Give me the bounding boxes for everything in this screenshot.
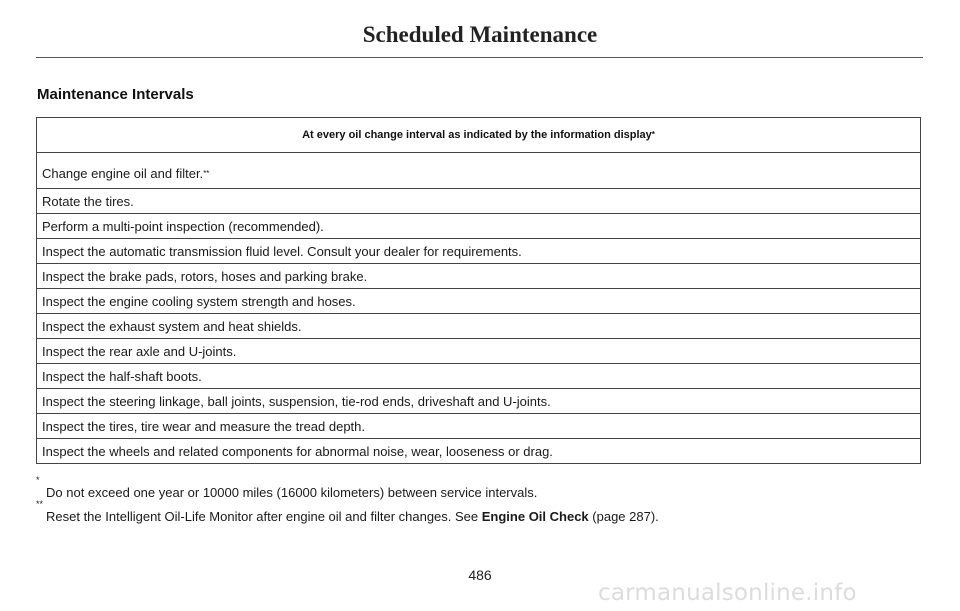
table-row — [37, 239, 920, 264]
table-row — [37, 339, 920, 364]
table-header: At every oil change interval as indicated by the information display * — [37, 118, 920, 153]
title-divider — [36, 57, 923, 58]
table-row-text: Perform a multi-point inspection (recommended). — [42, 218, 324, 234]
table-row-text: Inspect the brake pads, rotors, hoses and parking brake. — [42, 268, 368, 284]
footnote-mark: ** — [36, 499, 44, 509]
table-header-text: At every oil change interval as indicated by the information display — [302, 129, 652, 141]
table-row — [37, 289, 920, 314]
footnote — [36, 475, 926, 505]
page-number: 486 — [468, 567, 492, 583]
table-row-text: Inspect the wheels and related components for abnormal noise, wear, looseness or drag. — [42, 443, 553, 459]
table-row-text: Inspect the exhaust system and heat shields. — [42, 318, 302, 334]
table-row — [37, 189, 920, 214]
table-row-text: Change engine oil and filter. — [42, 166, 204, 181]
footnote-page-ref: (page 287). — [588, 509, 659, 524]
engine-oil-check-reference[interactable]: Engine Oil Check — [481, 509, 589, 524]
table-row — [37, 264, 920, 289]
table-row — [37, 414, 920, 439]
table-row-text: Inspect the engine cooling system strength and hoses. — [42, 293, 356, 309]
table-row-text: Inspect the tires, tire wear and measure the tread depth. — [42, 418, 366, 434]
table-row — [37, 314, 920, 339]
table-row — [37, 439, 920, 464]
maintenance-table — [36, 117, 921, 464]
table-row — [37, 214, 920, 239]
table-row-text: Inspect the rear axle and U-joints. — [42, 343, 237, 359]
table-row — [37, 389, 920, 414]
table-row: Change engine oil and filter. ** — [37, 153, 920, 189]
table-row-text: Inspect the steering linkage, ball joints, suspension, tie-rod ends, driveshaft and U-joints. — [42, 393, 551, 409]
footnote-text: Reset the Intelligent Oil-Life Monitor after engine oil and filter changes. See — [46, 509, 482, 524]
table-row-text: Rotate the tires. — [42, 193, 134, 209]
footnotes — [36, 475, 926, 529]
table-row-text: Inspect the half-shaft boots. — [42, 368, 202, 384]
table-row — [37, 364, 920, 389]
footnote — [36, 499, 926, 529]
footnote-mark: * — [36, 475, 40, 485]
table-row-text: Inspect the automatic transmission fluid level. Consult your dealer for requirements. — [42, 243, 522, 259]
footnote-text: Do not exceed one year or 10000 miles (16000 kilometers) between service intervals. — [46, 485, 538, 500]
watermark: carmanualsonline.info — [598, 580, 857, 606]
section-heading: Maintenance Intervals — [37, 86, 194, 103]
page-title: Scheduled Maintenance — [362, 22, 598, 47]
